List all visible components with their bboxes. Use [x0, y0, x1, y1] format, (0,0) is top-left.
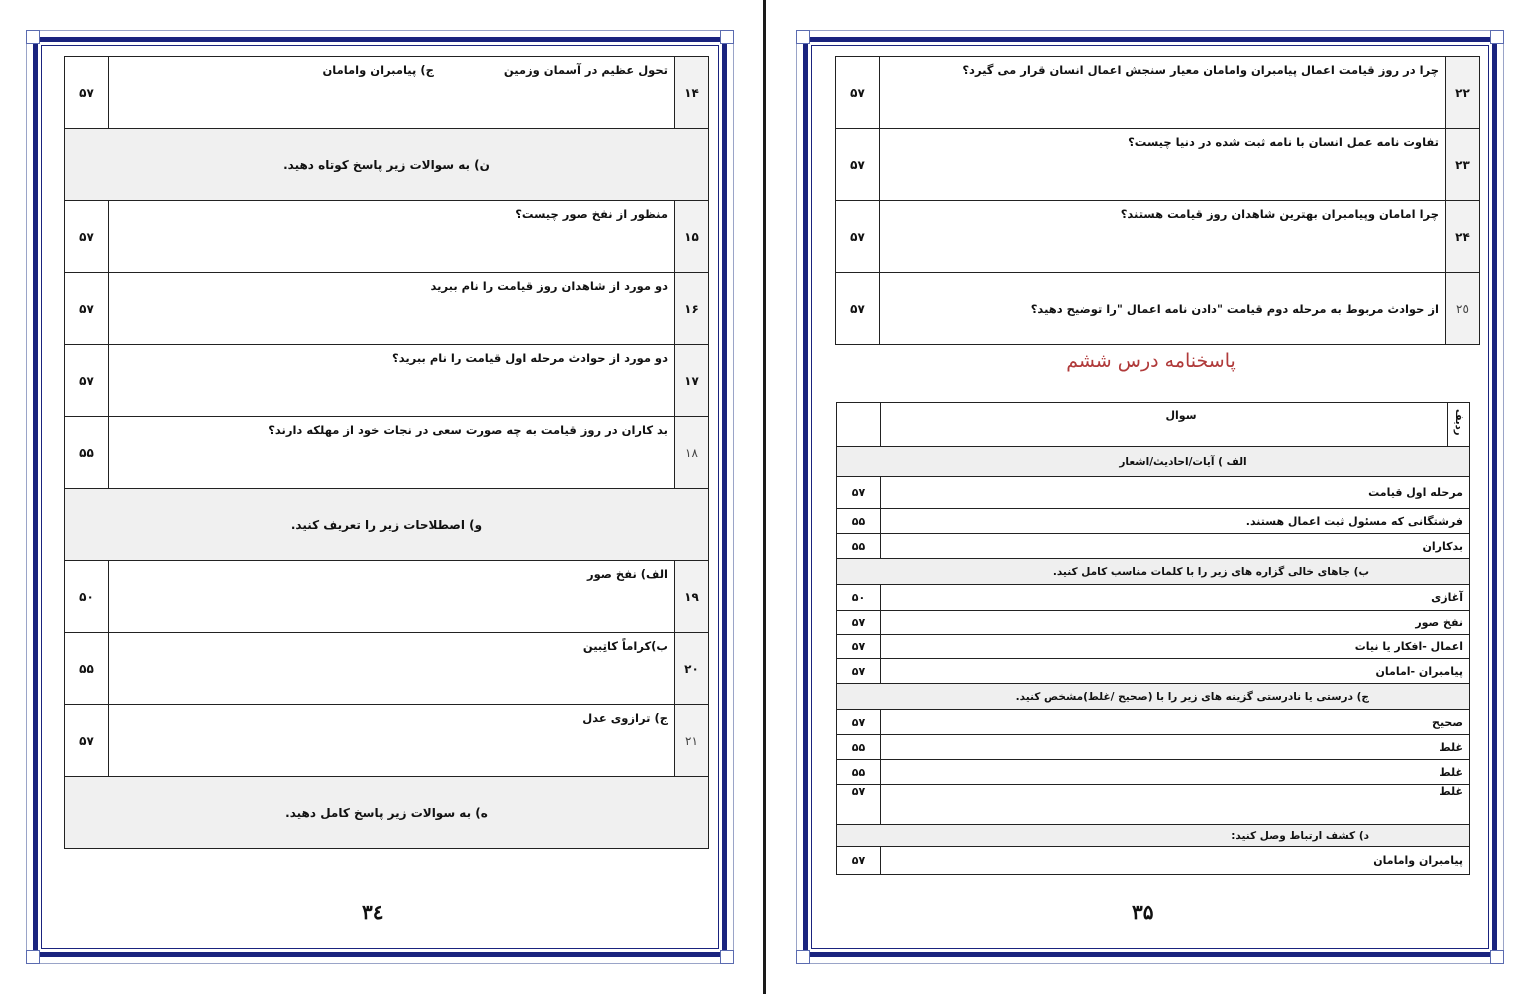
answer-section-heading: الف ) آیات/احادیث/اشعار	[837, 447, 1470, 477]
question-number: ۱۵	[675, 201, 709, 273]
question-number: ۱۷	[675, 345, 709, 417]
question-number: ٢١	[675, 705, 709, 777]
answer-row	[837, 659, 1470, 684]
answer-row	[837, 710, 1470, 735]
answer-row	[837, 735, 1470, 760]
answer-score: ۵۵	[837, 735, 881, 760]
question-text: منظور از نفخ صور چیست؟	[515, 207, 668, 221]
answer-text: آغازی	[881, 585, 1470, 611]
question-row	[836, 201, 1480, 273]
corner-ornament	[720, 950, 734, 964]
answer-table	[836, 402, 1470, 875]
section-row	[65, 129, 709, 201]
score-cell: ۵۷	[65, 345, 109, 417]
answer-text: پیامبران وامامان	[881, 847, 1470, 875]
section-heading: و) اصطلاحات زیر را تعریف کنید.	[65, 489, 709, 561]
answer-score: ۵۷	[837, 710, 881, 735]
answer-text: غلط	[881, 760, 1470, 785]
right-page	[766, 0, 1536, 994]
question-text: تحول عظیم در آسمان وزمین	[503, 63, 668, 77]
score-cell: ۵۷	[836, 273, 880, 345]
question-number: ۱۶	[675, 273, 709, 345]
answer-sheet-title: پاسخنامه درس ششم	[1066, 350, 1236, 372]
corner-ornament	[720, 30, 734, 44]
answer-score: ۵۷	[837, 659, 881, 684]
question-text: ج) ترازوی عدل	[582, 711, 668, 725]
answer-text: پیامبران -امامان	[881, 659, 1470, 684]
answer-text: بدکاران	[881, 534, 1470, 559]
corner-ornament	[26, 950, 40, 964]
answer-text: غلط	[881, 735, 1470, 760]
answer-row	[837, 477, 1470, 509]
answer-row	[837, 635, 1470, 659]
corner-ornament	[796, 30, 810, 44]
radif-header	[1448, 403, 1470, 447]
question-row	[836, 129, 1480, 201]
questions-table	[64, 56, 709, 849]
question-row	[65, 57, 709, 129]
question-row	[65, 705, 709, 777]
answer-section-heading: ج) درستی یا نادرستی گزینه های زیر را با (صحیح /غلط)مشخص کنید.	[837, 684, 1470, 710]
page-number: ٣۵	[1132, 900, 1154, 924]
answer-text: صحیح	[881, 710, 1470, 735]
answer-section-row	[837, 447, 1470, 477]
score-cell: ۵۷	[65, 57, 109, 129]
score-cell: ۵۷	[836, 57, 880, 129]
question-header: سوال	[881, 403, 1448, 447]
section-heading: ه) به سوالات زیر پاسخ کامل دهید.	[65, 777, 709, 849]
question-number: ١٨	[675, 417, 709, 489]
section-heading: ن) به سوالات زیر پاسخ کوتاه دهید.	[65, 129, 709, 201]
question-cell: چرا در روز قیامت اعمال پیامبران وامامان معیار سنجش اعمال انسان قرار می گیرد؟	[880, 57, 1446, 129]
score-cell: ۵۷	[836, 129, 880, 201]
answer-score: ۵۵	[837, 534, 881, 559]
question-text: ب)کراماً کاتِبین	[582, 639, 668, 653]
answer-section-row	[837, 825, 1470, 847]
score-cell: ۵۷	[836, 201, 880, 273]
score-cell: ۵۰	[65, 561, 109, 633]
page-number: ٣٤	[362, 900, 384, 924]
option-text: ج) پیامبران وامامان	[322, 63, 434, 77]
answer-section-row	[837, 559, 1470, 585]
radif-label: ردیف	[1453, 409, 1464, 436]
question-cell: چرا امامان وپیامبران بهترین شاهدان روز قیامت هستند؟	[880, 201, 1446, 273]
question-cell	[109, 345, 675, 417]
section-row	[65, 489, 709, 561]
answer-text: مرحله اول قیامت	[881, 477, 1470, 509]
score-cell: ۵۵	[65, 417, 109, 489]
score-header	[837, 403, 881, 447]
question-number: ٢٥	[1446, 273, 1480, 345]
question-text: دو مورد از حوادث مرحله اول قیامت را نام ببرید؟	[392, 351, 668, 365]
question-number: ۲۰	[675, 633, 709, 705]
question-cell: تفاوت نامه عمل انسان با نامه ثبت شده در دنیا چیست؟	[880, 129, 1446, 201]
corner-ornament	[1490, 950, 1504, 964]
answer-text: نفخ صور	[881, 611, 1470, 635]
answer-score: ۵۵	[837, 760, 881, 785]
question-row	[65, 273, 709, 345]
answer-section-row	[837, 684, 1470, 710]
question-cell: از حوادث مربوط به مرحله دوم قیامت "دادن نامه اعمال "را توضیح دهید؟	[880, 273, 1446, 345]
answer-score: ۵۷	[837, 611, 881, 635]
answer-score: ۵۵	[837, 509, 881, 534]
answer-score: ۵۷	[837, 785, 881, 825]
answer-section-heading: د) کشف ارتباط وصل کنید:	[837, 825, 1470, 847]
answer-header-row	[837, 403, 1470, 447]
question-row	[65, 561, 709, 633]
question-row	[65, 345, 709, 417]
score-cell: ۵۷	[65, 273, 109, 345]
question-row	[836, 273, 1480, 345]
question-cell	[109, 417, 675, 489]
answer-section-heading: ب) جاهای خالی گزاره های زیر را با کلمات مناسب کامل کنید.	[837, 559, 1470, 585]
score-cell: ۵۷	[65, 201, 109, 273]
question-row	[65, 201, 709, 273]
question-number: ۲۲	[1446, 57, 1480, 129]
answer-score: ۵۷	[837, 477, 881, 509]
answer-row	[837, 534, 1470, 559]
answer-row	[837, 509, 1470, 534]
corner-ornament	[26, 30, 40, 44]
answer-score: ۵۷	[837, 847, 881, 875]
question-cell	[109, 201, 675, 273]
corner-ornament	[796, 950, 810, 964]
question-number: ۱۹	[675, 561, 709, 633]
question-row	[836, 57, 1480, 129]
question-cell	[109, 705, 675, 777]
questions-table	[835, 56, 1480, 345]
left-page	[0, 0, 763, 994]
answer-row	[837, 760, 1470, 785]
answer-text: اعمال -افکار یا نیات	[881, 635, 1470, 659]
question-cell	[109, 633, 675, 705]
question-cell	[109, 273, 675, 345]
question-cell	[109, 561, 675, 633]
question-text: بد کاران در روز قیامت به چه صورت سعی در نجات خود از مهلکه دارند؟	[268, 423, 668, 437]
answer-row	[837, 611, 1470, 635]
question-text: الف) نفخ صور	[586, 567, 668, 581]
question-number: ۱۴	[675, 57, 709, 129]
question-text: دو مورد از شاهدان روز قیامت را نام ببرید	[430, 279, 668, 293]
answer-score: ۵۰	[837, 585, 881, 611]
question-cell	[109, 57, 675, 129]
question-number: ۲۳	[1446, 129, 1480, 201]
answer-row	[837, 785, 1470, 825]
score-cell: ۵۵	[65, 633, 109, 705]
question-number: ۲۴	[1446, 201, 1480, 273]
answer-score: ۵۷	[837, 635, 881, 659]
answer-row	[837, 847, 1470, 875]
section-row	[65, 777, 709, 849]
answer-text: فرشتگانی که مسئول ثبت اعمال هستند.	[881, 509, 1470, 534]
answer-text: غلط	[881, 785, 1470, 825]
question-row	[65, 417, 709, 489]
question-row	[65, 633, 709, 705]
corner-ornament	[1490, 30, 1504, 44]
score-cell: ۵۷	[65, 705, 109, 777]
answer-row	[837, 585, 1470, 611]
